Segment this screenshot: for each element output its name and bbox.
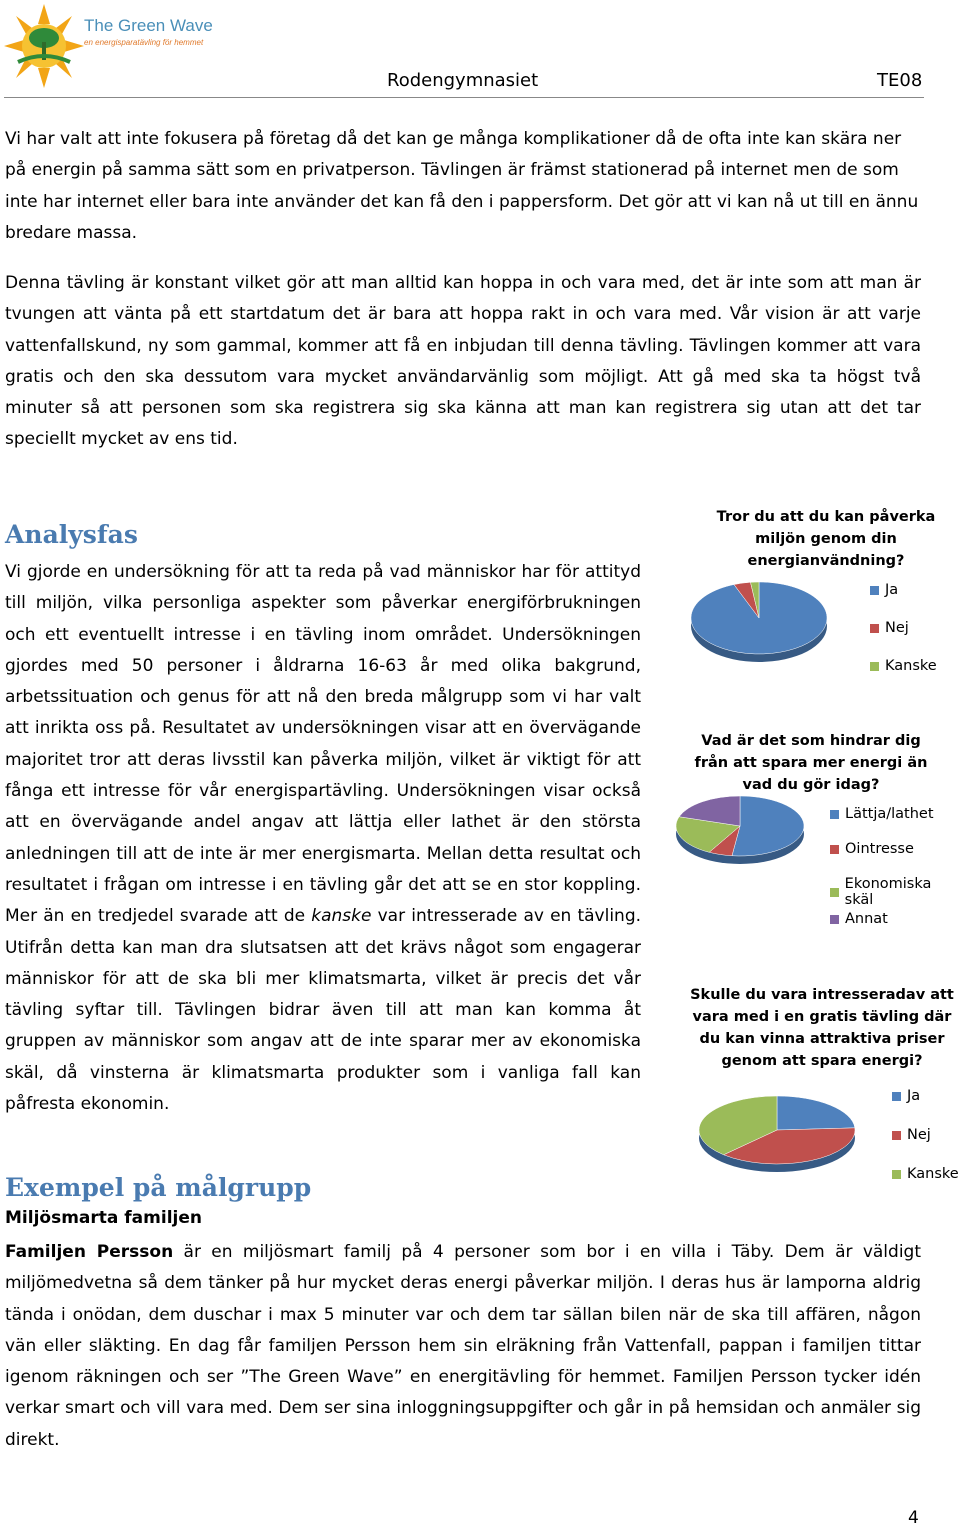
- legend-label: Nej: [885, 620, 909, 636]
- chart-title: Skulle du vara intresseradav att vara med i en gratis tävling där du kan vinna attraktiva priser genom att spara energi?: [690, 987, 954, 1069]
- legend-item: [830, 911, 888, 927]
- example-body: är en miljösmart familj på 4 personer som bor i en villa i Täby. Dem är väldigt miljömedvetna så dem tänker på hur mycket deras energi påverkar miljön. I deras hus är lamporna aldrig tända i onödan, dem duschar i max 5 minuter var och dem tar sällan bilen när de ska till affären, någon vän eller släkting. En dag får familjen Persson hem sin elräkning från Vattenfall, pappan i familjen tittar igenom räkningen och ser ”The Green Wave” en energitävling för hemmet. Familjen Persson tycker idén verkar smart och vill vara med. Dem ser sina inloggningsuppgifter och går in på hemsidan och anmäler sig direkt.: [5, 1242, 921, 1450]
- legend-label: Kanske: [885, 658, 937, 674]
- legend-swatch: [892, 1131, 901, 1140]
- legend-item: [870, 658, 937, 674]
- legend-swatch: [830, 915, 839, 924]
- paragraph-2: Denna tävling är konstant vilket gör att man alltid kan hoppa in och vara med, det är inte som att man är tvungen att vänta på ett startdatum det är bara att hoppa rakt in och vara med. Vår vision är att varje vattenfallskund, ny som gammal, kommer att få en inbjudan till denna tävling. Tävlingen kommer att vara gratis och den ska dessutom vara mycket användarvänlig som möjligt. Att gå med ska ta högst två minuter så att personen som ska registrera sig ska känna att man kan registrera sig utan att det tar speciellt mycket av ens tid.: [5, 273, 921, 450]
- legend-item: [830, 806, 934, 822]
- legend-label: Ointresse: [845, 841, 914, 857]
- chart-title: Vad är det som hindrar dig från att spara mer energi än vad du gör idag?: [694, 733, 928, 793]
- legend-item: [870, 582, 898, 598]
- analysis-text-after: var intresserade av en tävling. Utifrån detta kan man dra slutsatsen att det krävs något som engagerar människor för att de ska bli mer klimatsmarta, vilket är precis det vår tävling syftar till. Tävlingen bidrar även till att man kan komma åt gruppen av människor som angav att de inte sparar mer av ekonomiska skäl, då vinsterna är klimatsmarta produkter som i vanliga fall kan påfresta ekonomin.: [5, 906, 642, 1115]
- logo-subtitle: en energisparatävling för hemmet: [84, 38, 204, 47]
- chart-obstacles: [668, 730, 960, 930]
- pie-svg: [684, 578, 854, 678]
- legend-swatch: [892, 1092, 901, 1101]
- legend-item: [830, 876, 960, 908]
- chart-title: Tror du att du kan påverka miljön genom din energianvändning?: [716, 509, 936, 569]
- example-text: [5, 1237, 921, 1456]
- header-school: Rodengymnasiet: [387, 70, 539, 91]
- legend-swatch: [830, 888, 839, 897]
- legend-swatch: [892, 1170, 901, 1179]
- analysis-heading: Analysfas: [5, 520, 138, 549]
- legend-item: [870, 620, 909, 636]
- legend-label: Ja: [907, 1088, 921, 1104]
- legend-swatch: [870, 624, 879, 633]
- example-heading: Exempel på målgrupp: [5, 1173, 312, 1202]
- legend-label: Lättja/lathet: [845, 806, 934, 822]
- example-bold-lead: Familjen Persson: [5, 1242, 174, 1262]
- legend-item: [830, 841, 914, 857]
- legend-item: [892, 1088, 920, 1104]
- page-number: 4: [908, 1508, 919, 1528]
- legend-label: Ekonomiska skäl: [844, 876, 932, 908]
- legend-label: Ja: [885, 582, 899, 598]
- logo-title: The Green Wave: [84, 16, 213, 35]
- header-code: TE08: [877, 70, 923, 91]
- legend-label: Nej: [907, 1127, 931, 1143]
- chart-attitude: [680, 506, 960, 696]
- legend-label: Annat: [845, 911, 888, 927]
- legend-item: [892, 1127, 931, 1143]
- legend-item: [892, 1166, 959, 1182]
- header-divider: [4, 97, 924, 98]
- legend-label: Kanske: [907, 1166, 959, 1182]
- analysis-text-italic: kanske: [311, 906, 372, 927]
- legend-swatch: [830, 845, 839, 854]
- analysis-text: [5, 557, 641, 1120]
- paragraph-1: Vi har valt att inte fokusera på företag då det kan ge många komplikationer då de ofta inte kan skära ner på energin på samma sätt som en privatperson. Tävlingen är främst stationerad på internet men de som inte har internet eller bara inte använder det kan få den i pappersform. Det gör att vi kan nå ut till en ännu bredare massa.: [5, 129, 919, 243]
- pie-slice-ja: [777, 1096, 855, 1130]
- example-subheading: Miljösmarta familjen: [5, 1208, 202, 1228]
- legend-swatch: [870, 586, 879, 595]
- sun-tree-logo-icon: [4, 2, 94, 92]
- chart-interest: [690, 984, 960, 1194]
- legend-swatch: [870, 662, 879, 671]
- pie-svg: [670, 790, 820, 878]
- analysis-text-before: Vi gjorde en undersökning för att ta reda på vad människor har för attityd till miljön, vilka personliga aspekter som påverkar energiförbrukningen och ett eventuellt intresse i en tävling inom området. Undersökningen gjordes med 50 personer i åldrarna 16-63 år med olika bakgrund, arbetssituation och genus för att nå den breda målgrupp som vi har valt att inrikta oss på. Resultatet av undersökningen visar att en övervägande majoritet tror att deras livsstil kan påverka miljön, vilket är viktigt för att fånga ett intresse för vår energispartävling. Undersökningen visar också att en övervägande andel angav att lättja eller lathet är den största anledningen till att de inte är mer energismarta. Mellan detta resultat och resultatet i frågan om intresse i en tävling går det att se en stor koppling. Mer än en tredjedel svarade att de: [5, 562, 641, 927]
- pie-svg: [692, 1090, 872, 1190]
- legend-swatch: [830, 810, 839, 819]
